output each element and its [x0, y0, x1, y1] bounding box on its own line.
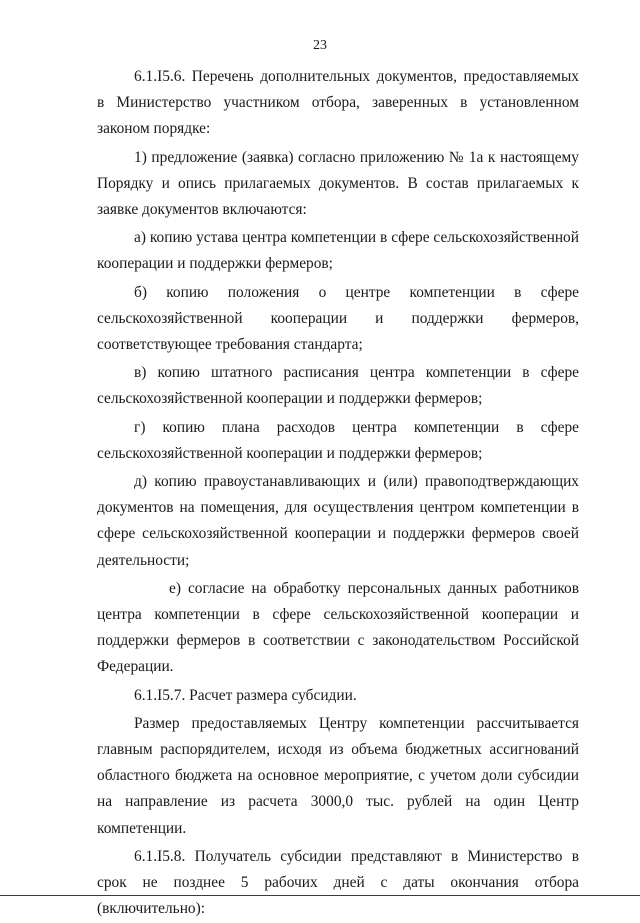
document-body — [97, 64, 579, 923]
page-number: 23 — [313, 38, 327, 53]
paragraph-item-b: б) копию положения о центре компетенции в сфере сельскохозяйственной кооперации и поддержки фермеров, соответствующее требования стандарта; — [97, 283, 579, 354]
paragraph-item-e: е) согласие на обработку персональных данных работников центра компетенции в сфере сельскохозяйственной кооперации и поддержки фермеров в соответствии с законодательством Российской Федерации. — [97, 579, 579, 676]
paragraph-item-g: г) копию плана расходов центра компетенции в сфере сельскохозяйственной кооперации и поддержки фермеров; — [97, 418, 579, 462]
bottom-divider — [0, 895, 640, 896]
paragraph-item-1: 1) предложение (заявка) согласно приложению № 1а к настоящему Порядку и опись прилагаемых документов. В состав прилагаемых к заявке документов включаются: — [97, 148, 579, 219]
paragraph-item-v: в) копию штатного расписания центра компетенции в сфере сельскохозяйственной кооперации и поддержки фермеров; — [97, 364, 579, 408]
paragraph-6-1-i5-7: 6.1.I5.7. Расчет размера субсидии. — [134, 686, 357, 704]
paragraph-6-1-i5-6: 6.1.I5.6. Перечень дополнительных документов, предоставляемых в Министерство участником отбора, заверенных в установленном законом порядке: — [97, 68, 579, 138]
paragraph-6-1-i5-8: 6.1.I5.8. Получатель субсидии представляют в Министерство в срок не позднее 5 рабочих дней с даты окончания отбора (включительно): — [97, 847, 579, 918]
paragraph-subsidy-size: Размер предоставляемых Центру компетенции рассчитывается главным распорядителем, исходя из объема бюджетных ассигнований областного бюджета на основное мероприятие, с учетом доли субсидии на направление из расчета 3000,0 тыс. рублей на один Центр компетенции. — [97, 714, 579, 837]
paragraph-item-a: а) копию устава центра компетенции в сфере сельскохозяйственной кооперации и поддержки фермеров; — [97, 229, 579, 273]
paragraph-item-d: д) копию правоустанавливающих и (или) правоподтверждающих документов на помещения, для осуществления центром компетенции в сфере сельскохозяйственной кооперации и поддержки фермеров своей деятельности; — [97, 473, 579, 569]
